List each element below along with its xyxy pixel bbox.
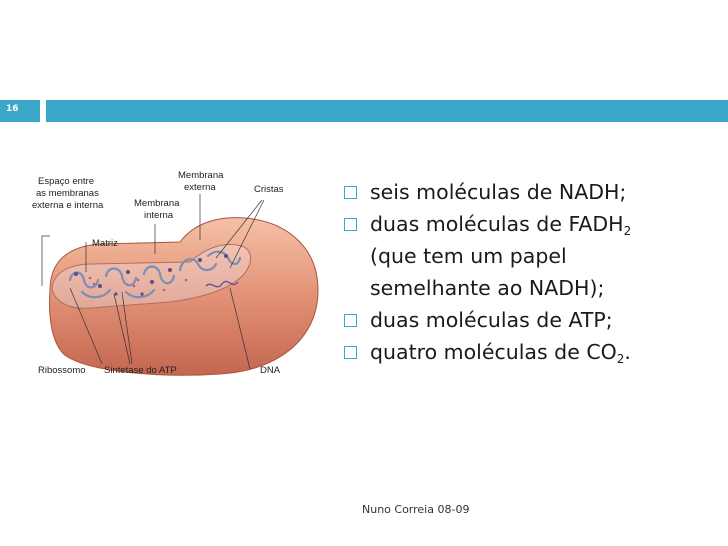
label-cristas: Cristas <box>254 184 284 195</box>
slide-number-box <box>0 100 40 122</box>
bullet-text-after: . <box>624 340 631 364</box>
title-bar <box>46 100 728 122</box>
label-membrana-externa-1: Membrana <box>178 170 224 181</box>
label-espaco-2: as membranas <box>36 188 99 199</box>
label-espaco-1: Espaço entre <box>38 176 94 187</box>
mitochondrion-figure <box>30 160 320 400</box>
label-sintetase: Sintetase do ATP <box>104 365 177 376</box>
bullet-item <box>342 176 712 208</box>
label-ribossomo: Ribossomo <box>38 365 86 376</box>
subscript: 2 <box>623 224 632 238</box>
mitochondrion-diagram <box>30 160 320 400</box>
bullet-text: (que tem um papel <box>370 244 567 268</box>
label-membrana-interna-2: interna <box>144 210 174 221</box>
label-dna: DNA <box>260 365 281 376</box>
bullet-text: seis moléculas de NADH; <box>370 180 627 204</box>
bullet-item <box>342 208 712 240</box>
label-espaco-3: externa e interna <box>32 200 104 211</box>
bullet-continuation <box>342 240 712 272</box>
bullet-item <box>342 304 712 336</box>
bullet-list <box>342 176 712 368</box>
label-membrana-externa-2: externa <box>184 182 216 193</box>
bullet-item <box>342 336 712 368</box>
label-membrana-interna-1: Membrana <box>134 198 180 209</box>
bullet-square-icon <box>344 314 357 327</box>
bullet-square-icon <box>344 218 357 231</box>
subscript: 2 <box>616 352 625 366</box>
bullet-square-icon <box>344 186 357 199</box>
bullet-text: duas moléculas de FADH <box>370 212 624 236</box>
slide-number: 16 <box>6 104 19 114</box>
bullet-text: semelhante ao NADH); <box>370 276 605 300</box>
label-matriz: Matriz <box>92 238 118 249</box>
bullet-text: duas moléculas de ATP; <box>370 308 613 332</box>
footer-author: Nuno Correia 08-09 <box>362 503 470 516</box>
bullet-continuation <box>342 272 712 304</box>
bullet-square-icon <box>344 346 357 359</box>
bullet-text: quatro moléculas de CO <box>370 340 617 364</box>
